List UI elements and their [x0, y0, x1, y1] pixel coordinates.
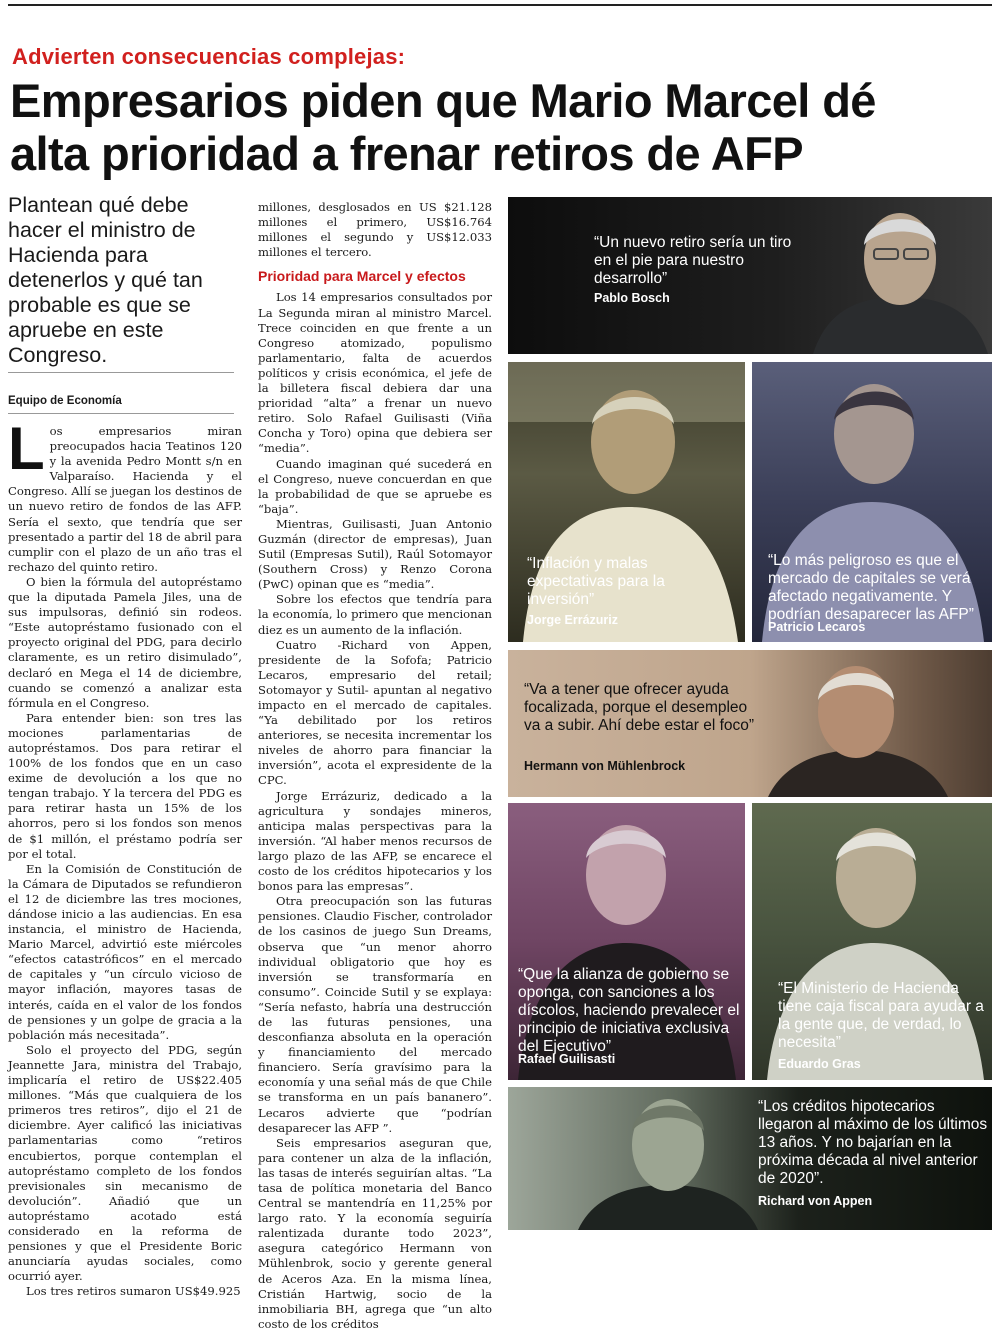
quote-text-muhlenbrock: “Va a tener que ofrecer ayuda focalizada, porque el desempleo va a subir. Ahí debe estar el foco”	[524, 681, 755, 734]
portrait-pablo-bosch	[808, 197, 992, 354]
paragraph-6: Los tres retiros sumaron US$49.925	[26, 1284, 241, 1299]
photo-panel-lecaros	[752, 362, 992, 642]
quote-name-muhlenbrock: Hermann von Mühlenbrock	[524, 759, 686, 773]
paragraph-13: Otra preocupación son las futuras pensiones. Claudio Fischer, controlador de los casinos de juego Sun Dreams, observa que “un menor ahorro individual obligatorio que hoy es inversión se transformaría en consumo”. Coincide Sutil y se explaya: “Sería nefasto, habría una destrucción de las futuras pensiones, una desconfianza absoluta en la operación y financiamiento del mercado financiero. Sería gravísimo para la economía y una señal más de que Chile se transforma en un país bananero”. Lecaros advierte que “podrían desaparecer las AFP ”.	[258, 894, 492, 1135]
quote-name-vonappen: Richard von Appen	[758, 1194, 873, 1208]
byline: Equipo de Economía	[8, 395, 122, 407]
quote-name-guilisasti: Rafael Guilisasti	[518, 1052, 616, 1066]
quote-name-gras: Eduardo Gras	[778, 1057, 861, 1071]
photo-panel-bosch	[508, 197, 992, 354]
photo-panel-guilisasti	[508, 803, 745, 1080]
paragraph-7: Los 14 empresarios consultados por La Segunda miran al ministro Marcel. Trece coinciden en que frente a un Congreso atomizado, populismo parlamentario, falta de acuerdos políticos y crisis económica, el jefe de la billetera fiscal debiera dar una prioridad “alta” a frenar un nuevo retiro. Solo Rafael Guilisasti (Viña Concha y Toro) opina que debiera ser “media”.	[258, 290, 492, 456]
quote-text-vonappen: “Los créditos hipotecarios llegaron al máximo de los últimos 13 años. Y no bajarían en la próxima década al nivel anterior de 2020”.	[758, 1098, 988, 1187]
article-column-2	[258, 200, 492, 1331]
quote-text-lecaros: “Lo más peligroso es que el mercado de capitales se verá afectado negativamente. Y podrían desaparecer las AFP”	[768, 552, 974, 623]
paragraph-14: Seis empresarios aseguran que, para contener un alza de la inflación, las tasas de interés seguirían altas. “La tasa de política monetaria del Banco Central se mantendría en 11,25% por largo rato. Y la economía seguiría ralentizada durante todo 2023”, asegura categórico Hermann von Mühlenbrok, socio y gerente general de Aceros Aza. En la misma línea, Cristián Hartwig, socio de la inmobiliaria BH, agrega que “un alto costo de los créditos	[258, 1135, 492, 1331]
quote-text-gras: “El Ministerio de Hacienda tiene caja fiscal para ayudar a la gente que, de verdad, lo necesita”	[778, 980, 984, 1051]
headline	[10, 74, 995, 180]
quote-name-errazuriz: Jorge Errázuriz	[527, 613, 619, 627]
portrait-hermann-von-muhlenbrock	[758, 650, 992, 797]
quote-text-errazuriz: “Inflación y malas expectativas para la inversión”	[527, 555, 665, 608]
quote-text-guilisasti: “Que la alianza de gobierno se oponga, con sanciones a los díscolos, haciendo prevalecer el principio de iniciativa exclusiva del Ejecutivo”	[518, 966, 740, 1055]
paragraph-9: Mientras, Guilisasti, Juan Antonio Guzmán (director de empresas), Juan Sutil (Empresas Sutil), Raúl Sotomayor (Southern Cross) y Renzo Corona (PwC) opinan que es “media”.	[258, 516, 492, 592]
headline-line-2: alta prioridad a frenar retiros de AFP	[10, 127, 803, 180]
top-rule	[8, 4, 992, 6]
portrait-richard-von-appen	[568, 1087, 768, 1230]
quote-name-bosch: Pablo Bosch	[594, 291, 670, 305]
headline-line-1: Empresarios piden que Mario Marcel dé	[10, 74, 876, 127]
kicker: Advierten consecuencias complejas:	[12, 44, 406, 69]
drop-cap: L	[8, 415, 45, 482]
photo-panel-vonappen	[508, 1087, 992, 1230]
paragraph-2: O bien la fórmula del autopréstamo que la diputada Pamela Jiles, una de sus impulsoras, definió sin rodeos. “Este autopréstamo fusionado con el proyecto original del PDG, para decirlo claramente, es un retiro disimulado”, declaró en Mega el 14 de diciembre, cuando se comenzó a analizar esta fórmula en el Congreso.	[8, 574, 242, 710]
paragraph-8: Cuando imaginan qué sucederá en el Congreso, nueve concuerdan en que la probabilidad de que se apruebe es “baja”.	[258, 456, 492, 516]
subtitle: Plantean qué debe hacer el ministro de Hacienda para detenerlos y qué tan probable es que se apruebe en este Congreso.	[8, 193, 203, 367]
paragraph-11: Cuatro -Richard von Appen, presidente de la Sofofa; Patricio Lecaros, empresario del retail; Sotomayor y Sutil- apuntan al negativo impacto en el mercado de capitales. “Ya debilitado por los retiros anteriores, se necesita incrementar los niveles de ahorro para financiar la inversión”, acota el expresidente de la CPC.	[258, 637, 492, 788]
paragraph-4: En la Comisión de Constitución de la Cámara de Diputados se refundieron el 12 de diciembre las tres mociones, dándose inicio a las audiencias. En esa instancia, el ministro de Hacienda, Mario Marcel, advirtió este miércoles “efectos catastróficos” en el mercado de capitales y “un círculo vicioso de mayor inflación, mayores tasas de interés, caída en el valor de los fondos de pensiones y un golpe de gracia a la población más necesitada”.	[8, 861, 242, 1042]
paragraph-12: Jorge Errázuriz, dedicado a la agricultura y sondajes mineros, anticipa malas perspectivas para la inversión. “Al haber menos recursos de largo plazo de las AFP, se encarece el costo de los créditos hipotecarios y los bonos para las empresas”.	[258, 788, 492, 894]
photo-panel-errazuriz	[508, 362, 745, 642]
section-subhead: Prioridad para Marcel y efectos	[258, 268, 466, 285]
paragraph-3: Para entender bien: son tres las mociones parlamentarias de autopréstamos. Dos para retirar el 100% de los fondos que en un caso exime de devolución a los que no tengan trabajo. Y la tercera del PDG es para retirar hasta un 15% de los ahorros, pero si los fondos son menos de $1 millón, el préstamo podría ser por el total.	[8, 710, 242, 861]
byline-divider-top	[8, 372, 234, 373]
byline-divider-bottom	[8, 413, 234, 414]
paragraph-10: Sobre los efectos que tendría para la economía, lo primero que mencionan diez es un aumento de la inflación.	[258, 592, 492, 637]
photo-panel-gras	[752, 803, 992, 1080]
photo-panel-muhlenbrock	[508, 650, 992, 797]
quote-name-lecaros: Patricio Lecaros	[768, 620, 866, 634]
paragraph-5: Solo el proyecto del PDG, según Jeannette Jara, ministra del Trabajo, implicaría el retiro de US$22.405 millones. “Más que cualquiera de los primeros tres retiros”, dijo el 21 de diciembre. Ayer calificó las iniciativas parlamentarias como “retiros encubiertos, porque contemplan el autopréstamo completo de los fondos previsionales sin mecanismo de devolución”. Añadió que un autopréstamo acotado está considerado en la reforma de pensiones y que el Presidente Boric anunciaría ayudas sociales, como ocurrió ayer.	[8, 1042, 242, 1284]
paragraph-continued: millones, desglosados en US $21.128 millones el primero, US$16.764 millones el segundo y US$12.033 millones el tercero.	[258, 200, 492, 260]
paragraph-1: Los empresarios miran preocupados hacia Teatinos 120 y la avenida Pedro Montt s/n en Valparaíso. Hacienda y el Congreso. Allí se juegan los destinos de un nuevo retiro de fondos de las AFP. Sería el sexto, que tendría que ser presentado a partir del 18 de abril para cumplir con el plazo de un año tras el rechazo del quinto retiro.	[8, 415, 242, 574]
quote-text-bosch: “Un nuevo retiro sería un tiro en el pie para nuestro desarrollo”	[594, 234, 792, 287]
article-column-1	[8, 415, 242, 1299]
